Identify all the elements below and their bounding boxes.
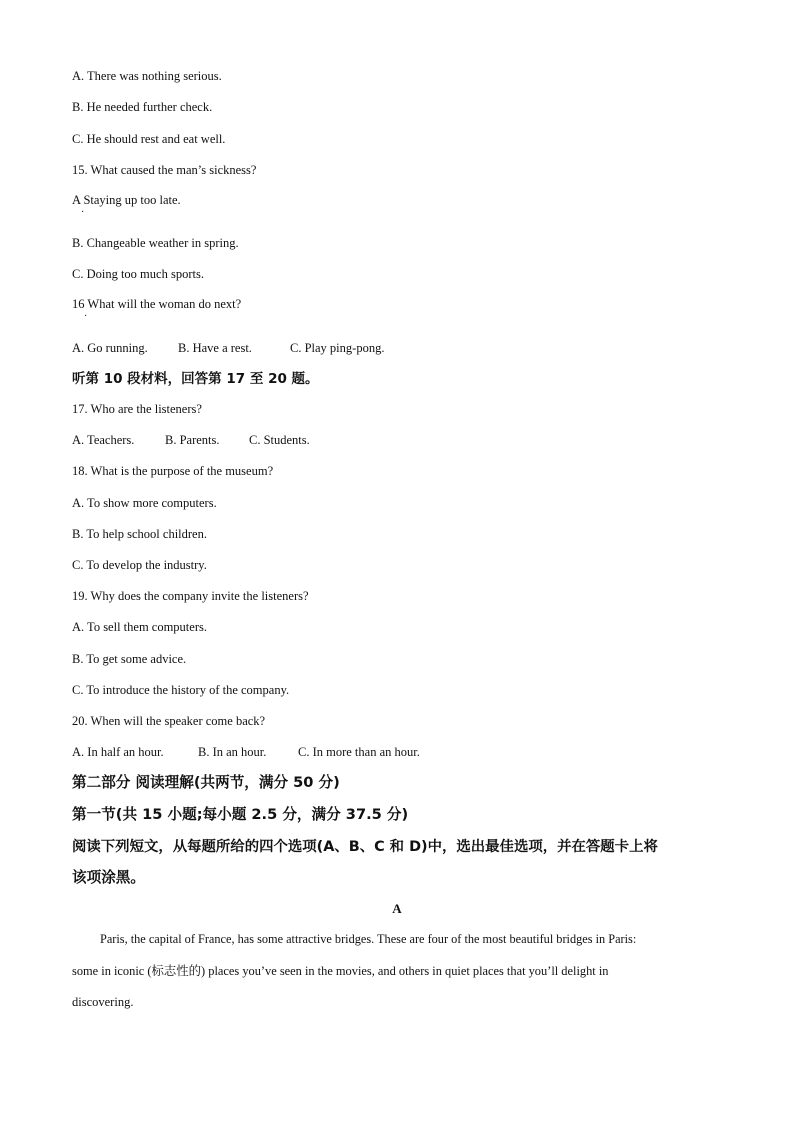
q14-option-c: C. He should rest and eat well. bbox=[72, 132, 226, 146]
q14-option-a: A. There was nothing serious. bbox=[72, 69, 222, 83]
q18-option-b: B. To help school children. bbox=[72, 527, 207, 541]
q17-option-b: B. Parents. bbox=[165, 433, 220, 447]
q20-option-b: B. In an hour. bbox=[198, 745, 267, 759]
q19-stem: 19. Why does the company invite the listeners? bbox=[72, 589, 309, 603]
q19-option-c: C. To introduce the history of the company. bbox=[72, 683, 290, 697]
q20-stem: 20. When will the speaker come back? bbox=[72, 714, 266, 728]
reading-instructions-line-2: 该项涂黑。 bbox=[72, 869, 145, 886]
section-10-heading: 听第 10 段材料，回答第 17 至 20 题。 bbox=[72, 371, 319, 387]
passage-line-1: Paris, the capital of France, has some attractive bridges. These are four of the most beautiful bridges in Paris: bbox=[100, 932, 637, 946]
q19-option-b: B. To get some advice. bbox=[72, 652, 187, 666]
q16-stem: 16 What will the woman do next? bbox=[72, 297, 242, 311]
q17-option-a: A. Teachers. bbox=[72, 433, 135, 447]
reading-instructions-line-1: 阅读下列短文，从每题所给的四个选项(A、B、C 和 D)中，选出最佳选项，并在答题卡上将 bbox=[72, 839, 658, 855]
q15-option-b: B. Changeable weather in spring. bbox=[72, 236, 239, 250]
q15-option-a: A Staying up too late. bbox=[72, 193, 181, 207]
q17-stem: 17. Who are the listeners? bbox=[72, 402, 202, 416]
part-2-heading: 第二部分 阅读理解(共两节，满分 50 分) bbox=[72, 774, 340, 791]
q17-option-c: C. Students. bbox=[249, 433, 310, 447]
q18-option-a: A. To show more computers. bbox=[72, 496, 217, 510]
q15-option-c: C. Doing too much sports. bbox=[72, 267, 204, 281]
passage-label: A bbox=[392, 901, 402, 916]
q20-option-a: A. In half an hour. bbox=[72, 745, 164, 759]
q16-dot-mark: · bbox=[84, 311, 88, 322]
q16-option-a: A. Go running. bbox=[72, 341, 148, 355]
passage-line-3: discovering. bbox=[72, 995, 134, 1009]
q19-option-a: A. To sell them computers. bbox=[72, 620, 207, 634]
q20-option-c: C. In more than an hour. bbox=[298, 745, 420, 759]
passage-line-2: some in iconic (标志性的) places you’ve seen in the movies, and others in quiet places that you’ll delight in bbox=[72, 964, 609, 978]
q18-stem: 18. What is the purpose of the museum? bbox=[72, 464, 274, 478]
q15-stem: 15. What caused the man’s sickness? bbox=[72, 163, 257, 177]
q18-option-c: C. To develop the industry. bbox=[72, 558, 207, 572]
q16-option-c: C. Play ping-pong. bbox=[290, 341, 385, 355]
section-1-heading: 第一节(共 15 小题;每小题 2.5 分，满分 37.5 分) bbox=[72, 806, 409, 823]
q15-dot-mark: · bbox=[81, 207, 85, 218]
q14-option-b: B. He needed further check. bbox=[72, 100, 213, 114]
q16-option-b: B. Have a rest. bbox=[178, 341, 252, 355]
